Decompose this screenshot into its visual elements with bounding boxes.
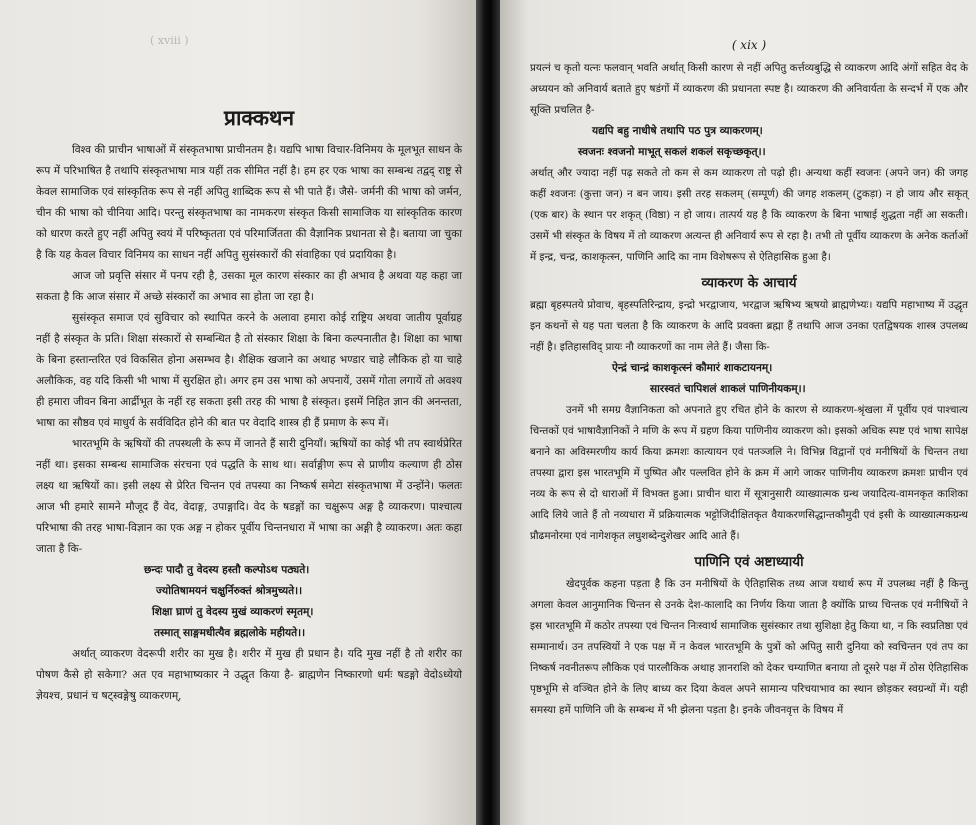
verse-line: ज्योतिषामयनं चक्षुर्निरुक्तं श्रोत्रमुच्यते।।: [156, 585, 303, 597]
paragraph: प्रयत्नं च कृतो यत्नः फलवान् भवति अर्थात् किसी कारण से नहीं अपितु कर्त्तव्यबुद्धि से व्याकरण आदि अंगों सहित वेद के अध्ययन को अनिवार्य बताते हुए षडंगों में व्याकरण की प्रधानता स्पष्ट है। व्याकरण की अनिवार्यता के सन्दर्भ में एक और सूक्ति प्रचलित है-: [530, 62, 968, 116]
section-heading: पाणिनि एवं अष्टाध्यायी: [694, 554, 804, 570]
paragraph: विश्व की प्राचीन भाषाओं में संस्कृतभाषा प्राचीनतम है। यद्यपि भाषा विचार-विनिमय के मूलभूत साधन के रूप में परिभाषित है तथापि संस्कृतभाषा मात्र यहीं तक सीमित नहीं है। हम हर एक भाषा का सम्बन्ध तद्वद् राष्ट्र से केवल सामाजिक एवं सांस्कृतिक रूप से नहीं अपितु शाब्दिक रूप से भी पाते हैं। जैसे- जर्मनी की भाषा को जर्मन, चीन की भाषा को चीनिया आदि। परन्तु संस्कृतभाषा का नामकरण संस्कृत किसी सामाजिक या सांस्कृतिक कारण को धारण करते हुए नहीं अपितु स्वयं में परिष्कृतता एवं परिमार्जितता की वैज्ञानिक प्रधानता से है। बताया जा चुका है कि यह केवल विचार विनिमय का साधन नहीं अपितु सुसंस्कारों की संवाहिका एवं प्रदायिका है।: [36, 144, 463, 261]
verse-line: स्वजनः श्वजनो माभूत् सकलं शकलं सकृच्छकृत्।।: [578, 146, 766, 158]
paragraph: अर्थात् और ज्यादा नहीं पढ़ सकते तो कम से कम व्याकरण तो पढ़ो ही। अन्यथा कहीं स्वजनः (अपने जन) की जगह कहीं श्वजनः (कुत्ता जन) न बन जाय। इसी तरह सकलम् (सम्पूर्ण) की जगह शकलम् (टुकड़ा) न हो जाय और सकृत् (एक बार) के स्थान पर शकृत् (विष्ठा) न हो जाय। तात्पर्य यह है कि व्याकरण के बिना भाषाई शुद्धता नहीं आ सकती। उसमें भी संस्कृत के विषय में तो व्याकरण अत्यन्त ही अनिवार्य रूप से रहा है। तभी तो पूर्वीय व्याकरण के अनेक कर्ताओं में इन्द्र, चन्द्र, काशकृत्स्न, पाणिनि आदि का नाम विशेषरूप से ऐतिहासिक हुआ है।: [530, 167, 968, 263]
paragraph: खेदपूर्वक कहना पड़ता है कि उन मनीषियों के ऐतिहासिक तथ्य आज यथार्थ रूप में उपलब्ध नहीं है किन्तु अगला केवल आनुमानिक चिन्तन से उनके देश-कालादि का निर्णय किया जाता है क्योंकि प्राच्य चिन्तक एवं मनीषियों ने इस भारतभूमि में कठोर तपस्या एवं चिन्तन निःस्वार्थ सामाजिक सुसंस्कार तथा सुशिक्षा हेतु किया था, न कि स्वप्रतिष्ठा एवं सम्मानार्थ। उन तपस्वियों ने एक पक्ष में न केवल भारतभूमि के पुत्रों को अपितु सारी दुनिया को स्वचिन्तन एवं तप का निष्कर्ष नवनीतरूप लौकिक एवं पारलौकिक अथाह ज्ञानराशि को देकर चम्याणित बनाया तो दूसरे पक्ष में ठोस ऐतिहासिक पृष्ठभूमि से वञ्चित होने के लिए बाध्य कर दिया केवल अपने सामान्य परिचयाभाव का स्थान छोड़कर स्वग्रन्थों में। यही समस्या हमें पाणिनि जी के सम्बन्ध में भी झेलना पड़ता है। इनके जीवनवृत्त के विषय में: [530, 578, 968, 716]
verse-line: यद्यपि बहु नाधीषे तथापि पठ पुत्र व्याकरणम्।: [592, 125, 763, 137]
verse-line: सारस्वतं चापिशलं शाकलं पाणिनीयकम्।।: [650, 383, 806, 395]
paragraph: उनमें भी समग्र वैज्ञानिकता को अपनाते हुए रचित होने के कारण से व्याकरण-श्रृंखला में पूर्वीय एवं पाश्चात्य चिन्तकों एवं भाषावैज्ञानिकों ने मणि के रूप में ग्रहण किया पाणिनीय व्याकरण को। इसको अधिक स्पष्ट एवं भाषा सापेक्ष बनाने का अविस्मरणीय कार्य किया क्रमशः कात्यायन एवं पतञ्जलि ने। विभिन्न विद्वानों एवं मनीषियों के चिन्तन तथा तपस्या द्वारा इस भारतभूमि में पुष्पित और पल्लवित होने के क्रम में आगे जाकर पाणिनीय व्याकरण क्रमशः प्राचीन एवं नव्य के रूप से दो धाराओं में विभक्त हुआ। प्राचीन धारा में सूत्रानुसारी व्याख्यात्मक ग्रन्थ जयादित्य-वामनकृत काशिका आदि लिये जाते हैं तो नव्यधारा में प्रक्रियात्मक भट्टोजिदीक्षितकृत वैयाकरणसिद्धान्तकौमुदी एवं इसी के व्याख्यात्मकग्रन्थ प्रौढमनोरमा एवं नागेशकृत लघुशब्देन्दुशेखर आदि आते हैं।: [530, 404, 968, 542]
verse-line: तस्मात् साङ्गमधीत्यैव ब्रह्मलोके महीयते।।: [154, 627, 306, 639]
verse-line: ऐन्द्रं चान्द्रं काशकृत्स्नं कौमारं शाकटायनम्।: [612, 362, 773, 374]
page-number: ( xix ): [731, 38, 767, 52]
left-page: [0, 0, 476, 825]
paragraph: अर्थात् व्याकरण वेदरूपी शरीर का मुख है। शरीर में मुख ही प्रधान है। यदि मुख नहीं है तो शरीर का पोषण कैसे हो सकेगा? अत एव महाभाष्यकार ने उद्धृत किया है- ब्राह्मणेन निष्कारणो धर्मः षडङ्गो वेदोऽध्येयो ज्ञेयश्च, प्रधानं च षट्स्वङ्गेषु व्याकरणम्,: [36, 648, 462, 702]
right-page: [500, 0, 976, 825]
paragraph: भारतभूमि के ऋषियों की तपस्थली के रूप में जानते हैं सारी दुनियाँ। ऋषियों का कोई भी तप स्वार्थप्रेरित नहीं था। इसका सम्बन्ध सामाजिक संरचना एवं पद्धति के साथ था। सर्वाङ्गीण रूप से प्राणीय कल्याण ही ठोस लक्ष्य था ऋषियों का। इसी लक्ष्य से प्रेरित चिन्तन एवं तपस्या का निष्कर्ष समेटा संस्कृतभाषा में उन्होंने। फलतः आज भी हमारे सामने मौजूद हैं वेद, वेदाङ्ग, उपाङ्गादि। वेद के षडङ्गों का चक्षुरूप अङ्ग है व्याकरण। पाश्चात्य परिभाषा की तरह भाषा-विज्ञान का एक अङ्ग न होकर पूर्वीय चिन्तनधारा में भाषा का अङ्गी है व्याकरण। अतः कहा जाता है कि-: [36, 438, 462, 555]
paragraph: आज जो प्रवृत्ति संसार में पनप रही है, उसका मूल कारण संस्कार का ही अभाव है अथवा यह कहा जा सकता है कि आज संसार में अच्छे संस्कारों का अभाव सा होता जा रहा है।: [36, 270, 462, 303]
verse-line: शिक्षा घ्राणं तु वेदस्य मुखं व्याकरणं स्मृतम्।: [152, 606, 314, 618]
paragraph: सुसंस्कृत समाज एवं सुविचार को स्थापित करने के अलावा हमारा कोई राष्ट्रिय अथवा जातीय पूर्वाग्रह नहीं है संस्कृत के प्रति। शिक्षा संस्कारों से सम्बन्धित है तो संस्कार शिक्षा के बिना कल्पनातीत है। शिक्षा का भाषा के बिना हस्तान्तरित एवं विकसित होना असम्भव है। शैक्षिक खजाने का अथाह भण्डार चाहे लौकिक हो या चाहे अलौकिक, वह यदि किसी भी भाषा में सुरक्षित हो। अगर हम उस भाषा को अपनायें, उसमें गोता लगायें तो अवश्य ही हमारा जीवन बिना आर्द्रीभूत के नहीं रह सकता इसी तरह की भाषा है संस्कृत। इसमें निहित ज्ञान की अनन्तता, भाषा का सौष्ठव एवं माधुर्य के सर्वविदित होने की बात पर वेदादि शास्त्र ही हैं प्रमाण के रूप में।: [36, 312, 462, 429]
verse-line: छन्दः पादौ तु वेदस्य हस्तौ कल्पोऽथ पठ्यते।: [144, 564, 310, 576]
paragraph: ब्रह्मा बृहस्पतये प्रोवाच, बृहस्पतिरिन्द्राय, इन्द्रो भरद्वाजाय, भरद्वाज ऋषिभ्य ऋषयो ब्राह्मणेभ्यः। यद्यपि महाभाष्य में उद्धृत इन कथनों से यह पता चलता है कि व्याकरण के आदि प्रवक्ता ब्रह्मा हैं तथापि आज उनका एतद्विषयक शास्त्र उपलब्ध नहीं है। इतिहासविद् प्रायः नौ व्याकरणों का नाम लेते हैं। जैसा कि-: [530, 299, 968, 353]
page-title: प्राक्कथन: [224, 105, 295, 130]
ghost-page-number: ( xviii ): [150, 34, 189, 47]
book-gutter: [476, 0, 500, 825]
section-heading: व्याकरण के आचार्य: [701, 275, 797, 291]
